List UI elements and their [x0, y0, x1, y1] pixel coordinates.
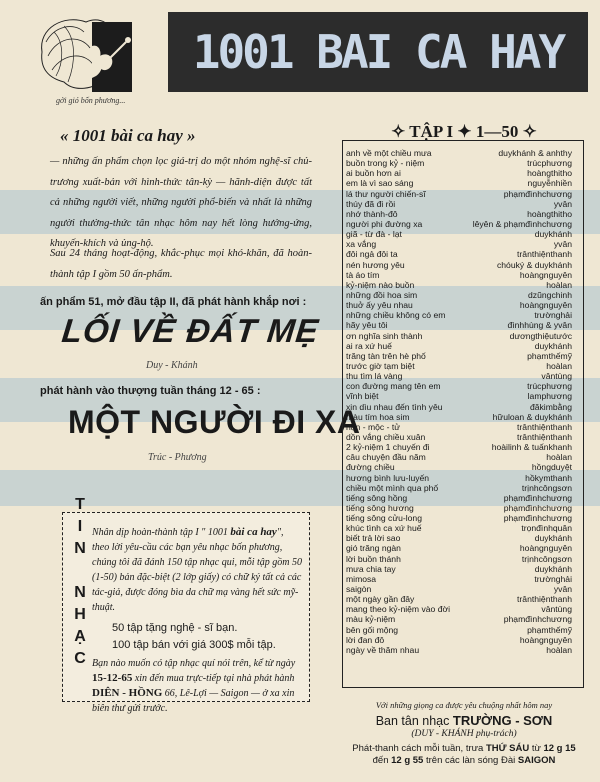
song-row	[346, 554, 578, 564]
song-author: hoàlan	[546, 360, 572, 371]
song-row	[346, 371, 578, 381]
song-author: đăkimbằng	[529, 401, 572, 412]
song-author: nguyễnhiền	[527, 178, 572, 189]
news-heading	[70, 494, 90, 670]
news-store: DIÊN - HỒNG	[92, 687, 163, 699]
song-title: gió trăng ngàn	[346, 543, 401, 554]
song-row	[346, 148, 578, 158]
song-row	[346, 361, 578, 371]
release-title: MỘT NGƯỜI ĐI XA	[68, 404, 361, 440]
heading-letter: T	[75, 496, 85, 513]
illustration-caption: gởi gió bốn phương...	[56, 96, 126, 105]
song-row	[346, 523, 578, 533]
song-row	[346, 280, 578, 290]
song-row	[346, 351, 578, 361]
song-author: vântùng	[541, 371, 572, 382]
singer-illustration	[34, 12, 138, 98]
song-author: hoàilinh & tuấnkhanh	[491, 442, 572, 453]
song-author: dươngthiệutước	[509, 330, 572, 341]
song-title: buồn trong kỷ - niệm	[346, 158, 425, 169]
heading-letter: N	[74, 584, 86, 601]
song-author: trânthiệnthanh	[517, 421, 572, 432]
footer-time: 12 g 15	[543, 743, 576, 754]
song-title: một ngày gần đây	[346, 594, 415, 605]
song-author: hoàngnguyên	[519, 543, 572, 554]
song-title: mang theo kỷ-niệm vào đời	[346, 604, 451, 615]
song-author: hoàngthitho	[527, 168, 572, 179]
song-title: mimosa	[346, 573, 377, 584]
song-row	[346, 503, 578, 513]
song-title: những đồi hoa sim	[346, 289, 418, 300]
release-label: phát hành vào thượng tuần tháng 12 - 65 :	[40, 385, 261, 397]
song-row	[346, 442, 578, 452]
song-title: hương bình lưu-luyến	[346, 472, 430, 483]
song-title: thúy đã đi rồi	[346, 198, 396, 209]
song-title: ai buồn hơn ai	[346, 168, 401, 179]
song-row	[346, 645, 578, 655]
intro-paragraph: Sau 24 tháng hoạt-động, khắc-phục mọi khó-khăn, đã hoàn-thành tập I gồm 50 ấn-phẩm.	[50, 248, 312, 280]
song-author: lêyên & phạmđìnhchương	[472, 218, 572, 229]
footer-text: trên các làn sóng Đài	[425, 755, 516, 766]
song-author: hoàngthitho	[527, 208, 572, 219]
song-title: hận - mộc - tử	[346, 421, 400, 432]
news-text: Bạn nào muốn có tập nhạc quí nói trên, kể từ ngày	[92, 658, 296, 669]
song-author: trịnhcôngsơn	[521, 482, 572, 493]
song-title: chiều một mình qua phố	[346, 482, 439, 493]
footer-station: SAIGON	[517, 755, 556, 766]
song-author: yvân	[553, 584, 572, 595]
song-row	[346, 635, 578, 645]
song-title: vĩnh biệt	[346, 391, 379, 402]
song-row	[346, 310, 578, 320]
song-row	[346, 158, 578, 168]
song-row	[346, 391, 578, 401]
song-author: hoàngnguyên	[519, 269, 572, 280]
broadcast-footer	[340, 700, 588, 767]
song-author: yvân	[553, 198, 572, 209]
song-title: ngày về thăm nhau	[346, 644, 420, 655]
song-title: saigòn	[346, 584, 372, 595]
song-row	[346, 422, 578, 432]
song-title: tiếng sông cửu-long	[346, 513, 422, 524]
song-author: hữuloan & duykhánh	[492, 411, 572, 422]
song-author: chóuký & duykhánh	[496, 259, 572, 270]
song-title: thuở ấy yêu nhau	[346, 300, 413, 311]
footer-band-name: TRƯỜNG - SƠN	[452, 713, 553, 728]
song-title: thu tìm lá vàng	[346, 371, 403, 382]
release-title: LỐI VỀ ĐẤT MẸ	[60, 312, 321, 349]
song-title: con đường mang tên em	[346, 381, 441, 392]
song-title: ơn nghĩa sinh thành	[346, 330, 423, 341]
song-row	[346, 320, 578, 330]
song-row	[346, 473, 578, 483]
song-row	[346, 168, 578, 178]
song-row	[346, 483, 578, 493]
song-row	[346, 574, 578, 584]
song-row	[346, 219, 578, 229]
song-author: trườnghải	[534, 310, 572, 321]
footer-line: Với những giọng ca được yêu chuộng nhất hôm nay	[375, 700, 553, 710]
song-title: lời đan đô	[346, 634, 385, 645]
song-title: những chiều không có em	[346, 310, 446, 321]
news-text: ", theo lời yêu-cầu các bạn yêu nhạc bốn phương, chúng tôi đã đánh 150 tập nhạc qui, mỗi tập gồm 50 (1-50) bản đặc-biệt (2 lớp giấy) có chữ ký tất cả các tác-giả, được đóng bìa da chữ mạ vàng hết sức mỹ-thuật.	[92, 527, 302, 613]
song-row	[346, 229, 578, 239]
song-row	[346, 341, 578, 351]
heading-letter: C	[74, 650, 86, 667]
song-row	[346, 331, 578, 341]
song-title: 2 kỷ-niệm 1 chuyến đi	[346, 442, 430, 453]
volume-title: ✧ TẬP I ✦ 1—50 ✧	[391, 122, 537, 141]
song-author: trườnghải	[534, 573, 572, 584]
heading-letter	[70, 560, 90, 582]
song-row	[346, 209, 578, 219]
song-row	[346, 533, 578, 543]
song-title: nén hương yêu	[346, 259, 405, 270]
song-title: nhớ thành-đô	[346, 208, 398, 219]
news-date: 15-12-65	[92, 672, 133, 684]
song-row	[346, 625, 578, 635]
news-footer	[92, 656, 306, 716]
song-author: duykhánh & anhthy	[498, 148, 572, 158]
song-title: hãy yêu tôi	[346, 320, 388, 331]
footer-band-prefix: Ban tân nhạc	[375, 714, 450, 728]
song-row	[346, 199, 578, 209]
song-row	[346, 594, 578, 604]
song-title: kỷ-niệm nào buồn	[346, 279, 415, 290]
song-author: duykhánh	[534, 533, 572, 544]
song-author: hoàlan	[546, 452, 572, 463]
song-author: phạmđìnhchương	[503, 502, 572, 513]
song-title: trăng tàn trên hè phố	[346, 350, 426, 361]
song-row	[346, 513, 578, 523]
song-author: hoàngnguyên	[519, 634, 572, 645]
song-author: trânthiệnthanh	[517, 594, 572, 605]
heading-letter: N	[74, 540, 86, 557]
footer-schedule	[340, 743, 588, 767]
song-row	[346, 249, 578, 259]
song-title: xin dìu nhau đến tình yêu	[346, 401, 443, 412]
song-row	[346, 543, 578, 553]
song-title: người phi đường xa	[346, 218, 423, 229]
song-row	[346, 432, 578, 442]
song-title: lá thư người chiến-sĩ	[346, 188, 426, 199]
song-author: trịnhcôngsơn	[521, 553, 572, 564]
song-author: phạmđìnhchương	[503, 513, 572, 524]
song-title: đôi ngả đôi ta	[346, 249, 398, 260]
footer-band	[340, 713, 588, 728]
news-text: xin đến mua trực-tiếp tại nhà phát hành	[134, 673, 295, 684]
song-author: vântùng	[541, 604, 572, 615]
song-row	[346, 564, 578, 574]
song-author: hồngduyệt	[531, 462, 572, 473]
song-author: duykhánh	[534, 563, 572, 574]
song-row	[346, 300, 578, 310]
heading-letter: I	[77, 518, 83, 535]
song-title: anh về một chiều mưa	[346, 148, 432, 158]
song-row	[346, 381, 578, 391]
song-author: phạmđìnhchương	[503, 188, 572, 199]
song-author: trânthiệnthanh	[517, 249, 572, 260]
song-title: khúc tình ca xứ huế	[346, 523, 422, 534]
news-text: Nhân dịp hoàn-thành tập I " 1001	[92, 527, 228, 538]
news-body	[92, 525, 302, 615]
song-author: phạmđìnhchương	[503, 614, 572, 625]
footer-time: 12 g 55	[391, 755, 424, 766]
release-author: Trúc - Phương	[148, 452, 207, 463]
news-emphasis: bài ca hay	[230, 526, 277, 538]
song-row	[346, 239, 578, 249]
song-author: hoàlan	[546, 279, 572, 290]
song-row	[346, 452, 578, 462]
news-items	[112, 620, 276, 654]
song-title: màu kỷ-niệm	[346, 614, 396, 625]
song-author: dzũngchinh	[528, 289, 572, 300]
song-row	[346, 604, 578, 614]
song-row	[346, 178, 578, 188]
release-label: ấn phẩm 51, mở đầu tập II, đã phát hành khắp nơi :	[40, 296, 307, 308]
song-row	[346, 270, 578, 280]
song-row	[346, 402, 578, 412]
song-author: trúcphương	[527, 158, 572, 169]
banner-title: 1001 BAI CA HAY	[192, 25, 564, 79]
song-title: lời buồn thánh	[346, 553, 401, 564]
song-title: giã - từ đà - lạt	[346, 229, 402, 240]
song-author: đìnhhùng & yvân	[507, 320, 572, 331]
release-author: Duy - Khánh	[146, 360, 198, 371]
song-author: phạmthếmỹ	[527, 350, 572, 361]
song-row	[346, 290, 578, 300]
song-title: biết trả lời sao	[346, 533, 401, 544]
song-row	[346, 614, 578, 624]
section-title: « 1001 bài ca hay »	[60, 126, 196, 145]
song-author: trúcphương	[527, 381, 572, 392]
song-title: xa vắng	[346, 239, 377, 250]
song-title: em là vì sao sáng	[346, 178, 414, 189]
song-title: ai ra xứ huế	[346, 340, 392, 351]
song-title: bên gối mộng	[346, 624, 399, 635]
intro-paragraph: — những ấn phẩm chọn lọc giá-trị do một nhóm nghệ-sĩ chủ-trương xuất-bản với hình-thức tân-kỳ — hãnh-diện được tất cả những người viết, những người phổ-biến và nhất là những người thường-thức tân nhạc hôm nay hết lòng hưởng-ứng, khuyến-khích và ủng-hộ.	[50, 156, 312, 249]
song-row	[346, 462, 578, 472]
heading-letter: H	[74, 606, 86, 623]
song-author: phạmthếmỹ	[527, 624, 572, 635]
song-list	[346, 148, 578, 655]
song-author: trânthiệnthanh	[517, 431, 572, 442]
song-author: duykhánh	[534, 229, 572, 240]
song-author: trọnđìnhquân	[521, 523, 572, 534]
footer-text: Phát-thanh cách mỗi tuần, trưa	[352, 743, 484, 754]
song-author: hoàngnguyên	[519, 300, 572, 311]
song-row	[346, 493, 578, 503]
song-title: màu tím hoa sim	[346, 411, 410, 422]
song-author: hồkymthanh	[525, 472, 572, 483]
song-title: dồn vắng chiều xuân	[346, 431, 426, 442]
news-item: 100 tập bán với giá 300$ mỗi tập.	[112, 639, 276, 651]
song-row	[346, 260, 578, 270]
song-author: lamphương	[527, 391, 572, 402]
song-author: yvân	[553, 239, 572, 250]
footer-day: THỨ SÁU	[485, 743, 530, 754]
heading-letter: Ạ	[74, 628, 86, 645]
song-title: mưa chia tay	[346, 563, 396, 574]
song-title: tiếng sông hương	[346, 502, 414, 513]
song-title: trước giờ tạm biệt	[346, 360, 415, 371]
song-author: duykhánh	[534, 340, 572, 351]
song-author: hoàlan	[546, 644, 572, 655]
song-title: đường chiều	[346, 462, 395, 473]
song-title: tiếng sông hồng	[346, 492, 408, 503]
title-banner	[168, 12, 588, 92]
footer-line: (DUY - KHÁNH phụ-trách)	[411, 729, 517, 739]
song-title: câu chuyện đầu năm	[346, 452, 426, 463]
news-item: 50 tập tặng nghệ - sĩ bạn.	[112, 622, 238, 634]
song-row	[346, 412, 578, 422]
song-title: tà áo tím	[346, 269, 380, 280]
news-text: 66, Lê-Lợi — Saigon — ở xa xin biên thư gửi trước.	[92, 688, 295, 714]
song-row	[346, 584, 578, 594]
footer-text: từ	[531, 743, 541, 754]
song-row	[346, 189, 578, 199]
song-author: phạmđìnhchương	[503, 492, 572, 503]
footer-text: đến	[372, 755, 389, 766]
